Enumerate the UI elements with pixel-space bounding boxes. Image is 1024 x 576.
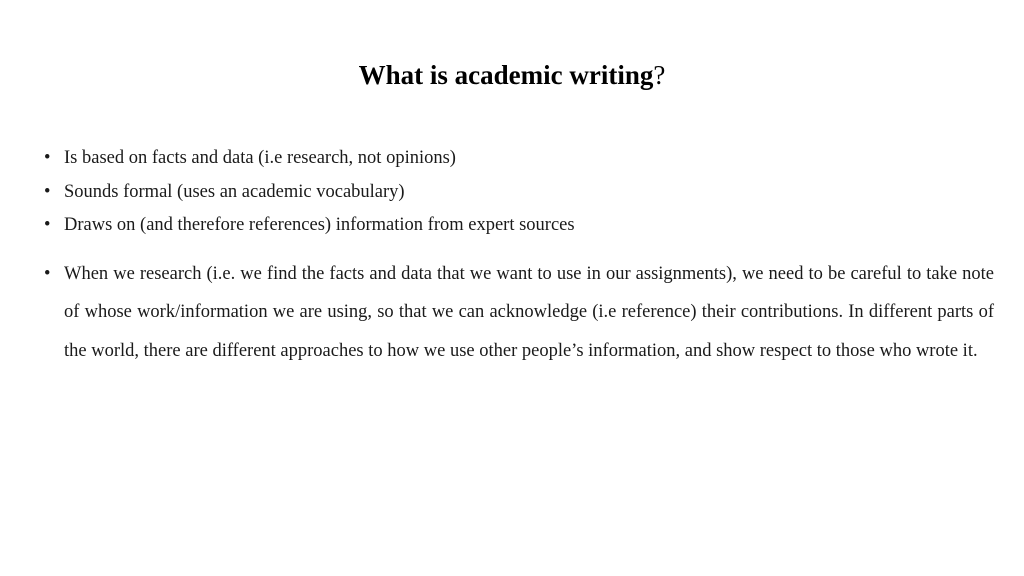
- bullet-item: [44, 176, 994, 210]
- bullet-item: [44, 209, 994, 243]
- bullet-text: Sounds formal (uses an academic vocabulary): [64, 181, 405, 202]
- bullet-dot: •: [44, 215, 51, 235]
- bullet-dot: •: [44, 148, 51, 168]
- bullet-text: Draws on (and therefore references) information from expert sources: [64, 215, 575, 235]
- bullet-list: [44, 142, 994, 370]
- bullet-text: Is based on facts and data (i.e research, not opinions): [64, 148, 456, 168]
- slide-title-question-mark: ?: [653, 60, 666, 90]
- bullet-dot: •: [44, 181, 51, 202]
- bullet-text: When we research (i.e. we find the facts and data that we want to use in our assignments), we need to be careful to take note of whose work/information we are using, so that we can acknowledge (i.e reference) their contributions. In different parts of the world, there are different approaches to how we use other people’s information, and show respect to those who wrote it.: [64, 263, 994, 361]
- bullet-dot: •: [44, 263, 51, 284]
- slide-title: [0, 58, 1024, 92]
- slide-title-text: What is academic writing: [358, 60, 654, 90]
- bullet-item: [44, 142, 994, 176]
- bullet-item: [44, 255, 994, 371]
